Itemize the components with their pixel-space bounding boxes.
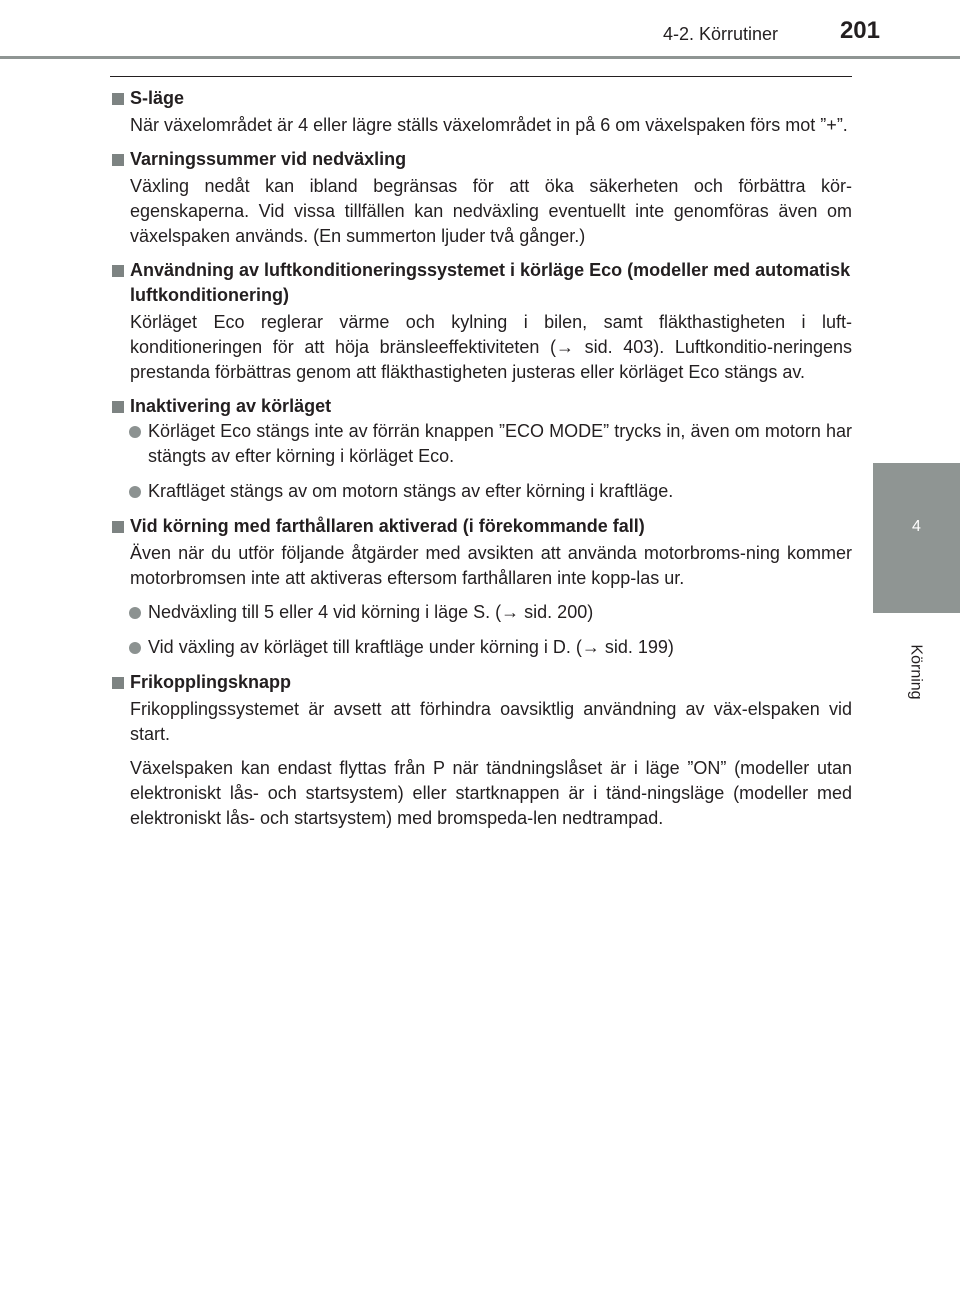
section-heading: S-läge (110, 86, 852, 111)
section-reference: 4-2. Körrutiner (662, 24, 778, 44)
square-bullet-icon (112, 521, 124, 533)
section-downshift-buzzer (110, 147, 852, 249)
section-cruise-control (110, 514, 852, 660)
section-s-mode (110, 86, 852, 138)
section-eco-ac (110, 258, 852, 385)
section-deactivation (110, 394, 852, 504)
section-shift-lock (110, 670, 852, 831)
paragraph: Körläget Eco reglerar värme och kylning i bilen, samt fläkthastigheten i luft-konditioneringen för att höja bränsleeffektiviteten (→ sid. 403). Luftkonditio-neringens prestanda förbättras genom att fläkthastigheten justeras eller körläget Eco stängs av. (130, 312, 852, 382)
page-number: 201 (839, 17, 880, 44)
square-bullet-icon (112, 265, 124, 277)
paragraph: Växelspaken kan endast flyttas från P när tändningslåset är i läge ”ON” (modeller utan elektroniskt lås- och startsystem) eller startknappen är i tänd-ningsläge (modeller med elektroniskt lås- och startsystem) med bromspeda-len nedtrampad. (130, 758, 852, 828)
bullet-item: Kraftläget stängs av om motorn stängs av efter körning i kraftläge. (110, 479, 852, 504)
chapter-tab (873, 463, 960, 613)
bullet-item: Körläget Eco stängs inte av förrän knappen ”ECO MODE” trycks in, även om motorn har stängts av efter körning i körläget Eco. (110, 419, 852, 469)
page-content (110, 86, 852, 840)
square-bullet-icon (112, 93, 124, 105)
round-bullet-icon (129, 426, 141, 438)
paragraph: Växling nedåt kan ibland begränsas för att öka säkerheten och förbättra kör-egenskaperna. Vid vissa tillfällen kan nedväxling eventuellt inte genomföras även om växelspaken används. (En summerton ljuder två gånger.) (130, 176, 852, 246)
section-heading: Frikopplingsknapp (110, 670, 852, 695)
round-bullet-icon (129, 607, 141, 619)
section-heading: Inaktivering av körläget (110, 394, 852, 419)
chapter-label-text: Körning (908, 644, 925, 700)
bullet-item: Nedväxling till 5 eller 4 vid körning i läge S. (→ sid. 200) (110, 600, 852, 625)
header-rule (0, 56, 960, 59)
square-bullet-icon (112, 154, 124, 166)
section-heading: Vid körning med farthållaren aktiverad (i förekommande fall) (110, 514, 852, 539)
paragraph: Frikopplingssystemet är avsett att förhindra oavsiktlig användning av väx-elspaken vid start. (130, 699, 852, 744)
paragraph: När växelområdet är 4 eller lägre ställs växelområdet in på 6 om växelspaken förs mot ”+”. (130, 115, 848, 135)
section-heading: Användning av luftkonditioneringssystemet i körläge Eco (modeller med automatisk luftkonditionering) (110, 258, 852, 308)
chapter-label (876, 632, 956, 712)
round-bullet-icon (129, 486, 141, 498)
chapter-number: 4 (912, 518, 921, 535)
paragraph: Även när du utför följande åtgärder med avsikten att använda motorbroms-ning kommer motorbromsen inte att aktiveras eftersom farthållaren inte kopp-las ur. (130, 543, 852, 588)
square-bullet-icon (112, 677, 124, 689)
round-bullet-icon (129, 642, 141, 654)
content-top-rule (110, 76, 852, 77)
section-heading: Varningssummer vid nedväxling (110, 147, 852, 172)
square-bullet-icon (112, 401, 124, 413)
bullet-item: Vid växling av körläget till kraftläge under körning i D. (→ sid. 199) (110, 635, 852, 660)
